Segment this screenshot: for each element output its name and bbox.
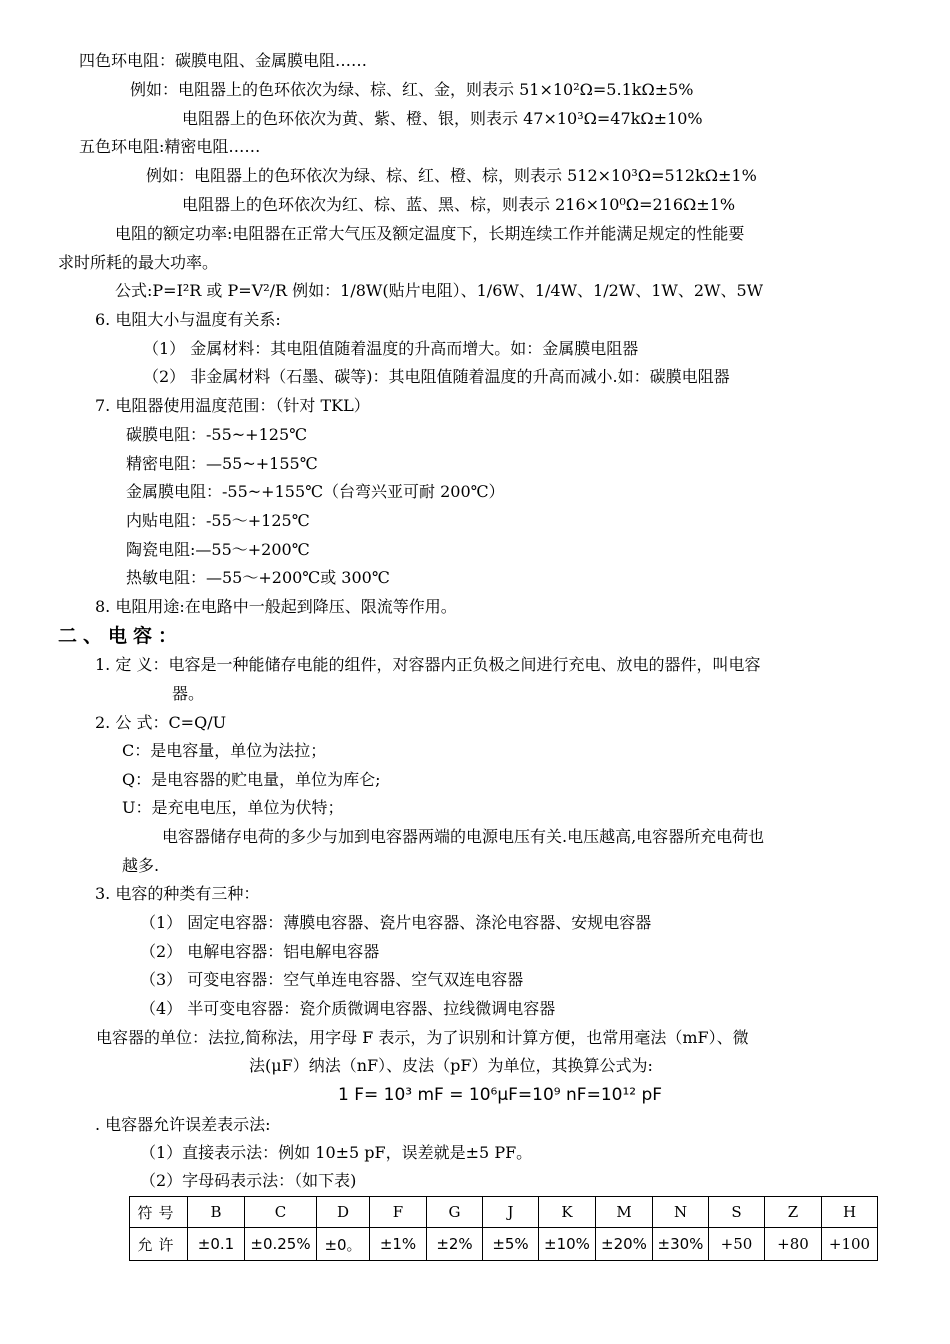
- text-line: （2） 非金属材料（石墨、碳等)：其电阻值随着温度的升高而减小.如：碳膜电阻器: [143, 367, 730, 386]
- text-line: 电阻器上的色环依次为红、棕、蓝、黑、棕，则表示 216×10⁰Ω=216Ω±1%: [182, 195, 736, 214]
- text-line: 电容器的单位：法拉,简称法，用字母 F 表示，为了识别和计算方便，也常用毫法（mF）、微: [96, 1028, 749, 1047]
- symbol-cell: J: [483, 1197, 539, 1228]
- tolerance-cell: ±0.25%: [245, 1228, 317, 1261]
- text-line: （3） 可变电容器：空气单连电容器、空气双连电容器: [140, 970, 524, 989]
- header-label-cell: 符号: [130, 1197, 188, 1228]
- formula-line: 1 F= 10³ mF = 10⁶μF=10⁹ nF=10¹² pF: [338, 1085, 663, 1105]
- symbol-cell: D: [317, 1197, 370, 1228]
- symbol-cell: K: [539, 1197, 596, 1228]
- text-line: 法(μF）纳法（nF）、皮法（pF）为单位，其换算公式为:: [249, 1056, 653, 1075]
- text-line: 7. 电阻器使用温度范围：（针对 TKL）: [95, 396, 370, 415]
- text-line: （1） 固定电容器：薄膜电容器、瓷片电容器、涤沦电容器、安规电容器: [140, 913, 652, 932]
- tolerance-cell: ±0.1: [188, 1228, 245, 1261]
- text-line: 电容器储存电荷的多少与加到电容器两端的电源电压有关.电压越高,电容器所充电荷也: [162, 827, 765, 846]
- text-line: 例如：电阻器上的色环依次为绿、棕、红、金，则表示 51×10²Ω=5.1kΩ±5%: [130, 80, 694, 99]
- symbol-cell: C: [245, 1197, 317, 1228]
- symbol-cell: Z: [765, 1197, 822, 1228]
- text-line: U：是充电电压，单位为伏特；: [122, 798, 344, 817]
- tolerance-cell: ±1%: [370, 1228, 427, 1261]
- text-line: 6. 电阻大小与温度有关系:: [95, 310, 281, 329]
- text-line: 8. 电阻用途:在电路中一般起到降压、限流等作用。: [95, 597, 457, 616]
- text-line: 公式:P=I²R 或 P=V²/R 例如：1/8W(贴片电阻）、1/6W、1/4W、1/2W、1W、2W、5W: [115, 281, 764, 300]
- text-line: （2） 电解电容器：铝电解电容器: [140, 942, 380, 961]
- tolerance-cell: ±20%: [596, 1228, 653, 1261]
- text-line: . 电容器允许误差表示法:: [95, 1115, 271, 1134]
- text-line: 精密电阻：—55~+155℃: [126, 454, 318, 473]
- text-line: （1）直接表示法：例如 10±5 pF，误差就是±5 PF。: [140, 1143, 533, 1162]
- tolerance-cell: ±2%: [427, 1228, 483, 1261]
- text-line: 五色环电阻:精密电阻……: [79, 137, 261, 156]
- text-line: 电阻的额定功率:电阻器在正常大气压及额定温度下，长期连续工作并能满足规定的性能要: [115, 224, 745, 243]
- table-row: [130, 1228, 878, 1261]
- table-header-row: [130, 1197, 878, 1228]
- tolerance-cell: ±5%: [483, 1228, 539, 1261]
- text-line: （4） 半可变电容器：瓷介质微调电容器、拉线微调电容器: [140, 999, 556, 1018]
- text-line: 陶瓷电阻:—55～+200℃: [126, 540, 310, 559]
- text-line: 越多.: [122, 856, 160, 875]
- tolerance-code-table: [129, 1196, 878, 1261]
- tolerance-cell: ±30%: [653, 1228, 709, 1261]
- symbol-cell: G: [427, 1197, 483, 1228]
- text-line: 器。: [172, 684, 205, 703]
- section-heading: 二、电容：: [58, 625, 184, 647]
- row-label-cell: 允许: [130, 1228, 188, 1261]
- text-line: 电阻器上的色环依次为黄、紫、橙、银，则表示 47×10³Ω=47kΩ±10%: [182, 109, 703, 128]
- text-line: 2. 公 式：C=Q/U: [95, 713, 227, 732]
- tolerance-cell: +80: [765, 1228, 822, 1261]
- symbol-cell: F: [370, 1197, 427, 1228]
- tolerance-cell: +50: [709, 1228, 765, 1261]
- text-line: 例如：电阻器上的色环依次为绿、棕、红、橙、棕，则表示 512×10³Ω=512kΩ±1%: [146, 166, 757, 185]
- text-line: 1. 定 义：电容是一种能储存电能的组件，对容器内正负极之间进行充电、放电的器件，叫电容: [95, 655, 761, 674]
- text-line: 求时所耗的最大功率。: [58, 253, 219, 272]
- symbol-cell: N: [653, 1197, 709, 1228]
- text-line: 热敏电阻：—55～+200℃或 300℃: [126, 568, 390, 587]
- symbol-cell: H: [822, 1197, 878, 1228]
- text-line: Q：是电容器的贮电量，单位为库仑;: [122, 770, 381, 789]
- text-line: 3. 电容的种类有三种：: [95, 884, 260, 903]
- text-line: C：是电容量，单位为法拉；: [122, 741, 327, 760]
- text-line: （2）字母码表示法：（如下表): [140, 1171, 357, 1190]
- tolerance-cell: +100: [822, 1228, 878, 1261]
- tolerance-cell: ±0。: [317, 1228, 370, 1261]
- tolerance-cell: ±10%: [539, 1228, 596, 1261]
- text-line: （1） 金属材料：其电阻值随着温度的升高而增大。如：金属膜电阻器: [143, 339, 639, 358]
- text-line: 内贴电阻：-55～+125℃: [126, 511, 310, 530]
- symbol-cell: B: [188, 1197, 245, 1228]
- text-line: 金属膜电阻：-55~+155℃（台弯兴亚可耐 200℃）: [126, 482, 505, 501]
- text-line: 四色环电阻：碳膜电阻、金属膜电阻……: [79, 51, 368, 70]
- text-line: 碳膜电阻：-55~+125℃: [126, 425, 308, 444]
- symbol-cell: M: [596, 1197, 653, 1228]
- symbol-cell: S: [709, 1197, 765, 1228]
